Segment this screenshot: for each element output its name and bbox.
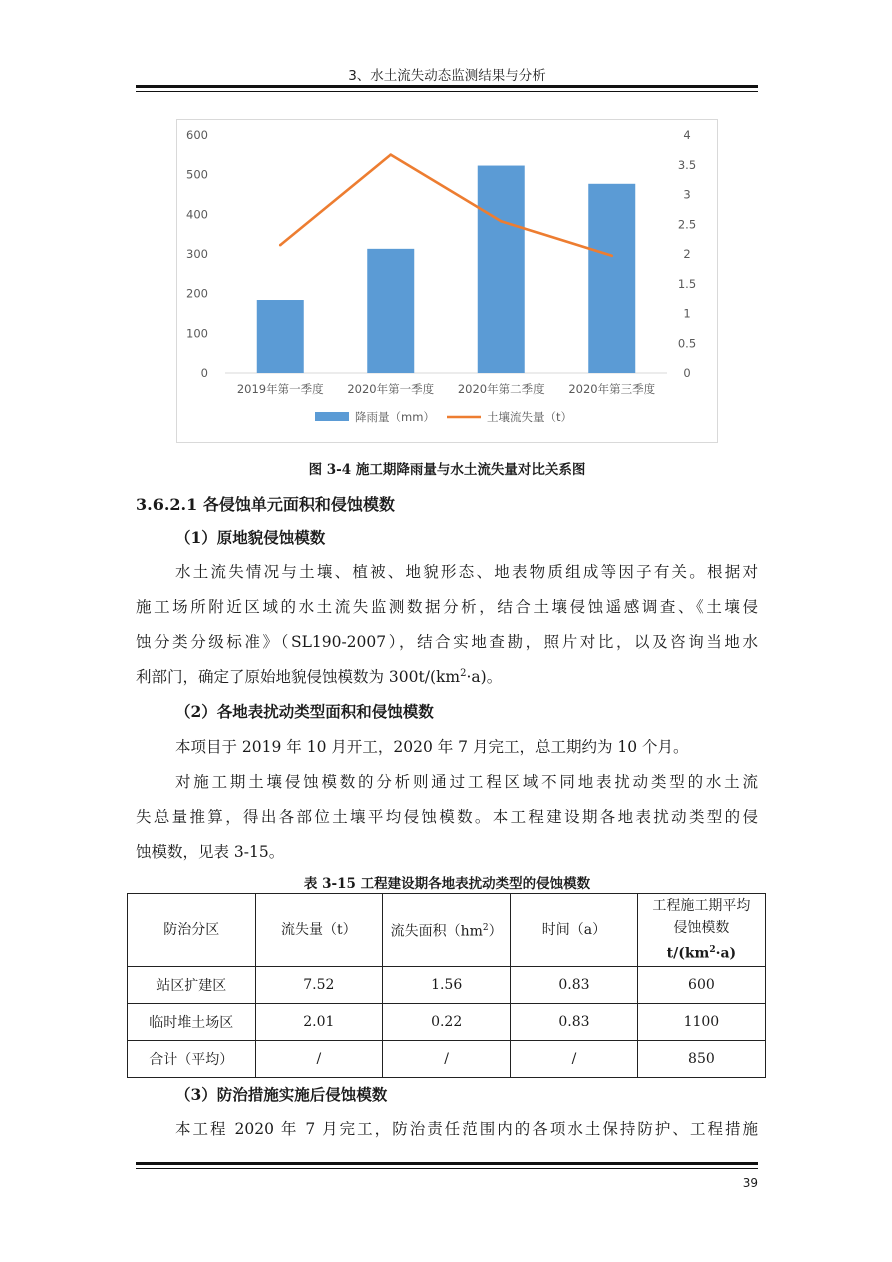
y-right-tick-label: 1 xyxy=(683,306,691,321)
cell-time: 0.83 xyxy=(511,967,638,1004)
y-left-tick-label: 200 xyxy=(186,286,208,301)
bar-rainfall xyxy=(478,166,525,373)
x-tick-label: 2020年第二季度 xyxy=(457,382,545,396)
header-modulus-line1: 工程施工期平均 xyxy=(652,898,751,915)
header-area-text: 流失面积（hm xyxy=(390,923,483,940)
table-row xyxy=(128,967,766,1004)
point-soil-loss xyxy=(389,153,392,156)
cell-modulus: 850 xyxy=(637,1041,765,1078)
header-modulus-unit xyxy=(638,939,765,965)
cell-area: 0.22 xyxy=(383,1004,511,1041)
table-header-row xyxy=(128,894,766,967)
y-right-tick-label: 0 xyxy=(683,366,691,380)
x-tick-label: 2019年第一季度 xyxy=(236,382,324,396)
para1-line4-text: 利部门，确定了原始地貌侵蚀模数为 300t/(km xyxy=(136,668,461,686)
x-tick-label: 2020年第三季度 xyxy=(568,382,656,396)
subsection-title-3: （3）防治措施实施后侵蚀模数 xyxy=(175,1085,388,1104)
superscript: 2 xyxy=(460,667,467,679)
figure-caption: 图 3-4 施工期降雨量与水土流失量对比关系图 xyxy=(308,462,586,478)
y-right-tick-label: 1.5 xyxy=(677,276,697,291)
y-left-tick-label: 300 xyxy=(186,247,208,261)
unit-text: t/(km xyxy=(666,945,710,962)
footer-rule-thick xyxy=(136,1162,758,1165)
header-modulus-line2: 侵蚀模数 xyxy=(673,920,730,937)
cell-area: 1.56 xyxy=(383,967,511,1004)
superscript: 2 xyxy=(709,945,716,956)
header-area-tail: ） xyxy=(488,923,503,940)
header-loss: 流失量（t） xyxy=(255,894,383,967)
superscript: 2 xyxy=(482,923,489,934)
header-area xyxy=(383,894,511,967)
header-zone: 防治分区 xyxy=(128,894,256,967)
y-left-tick-label: 500 xyxy=(186,167,208,182)
cell-modulus: 1100 xyxy=(637,1004,765,1041)
cell-zone: 合计（平均） xyxy=(128,1041,256,1078)
cell-time: / xyxy=(511,1041,638,1078)
cell-zone: 临时堆土场区 xyxy=(128,1004,256,1041)
table-row xyxy=(128,1041,766,1078)
bar-rainfall xyxy=(588,184,635,373)
legend-swatch-rainfall xyxy=(315,412,349,421)
para2: 本项目于 2019 年 10 月开工，2020 年 7 月完工，总工期约为 10 个月。 xyxy=(175,738,689,756)
chart-frame xyxy=(176,119,718,443)
cell-modulus: 600 xyxy=(637,967,765,1004)
unit-tail: ·a) xyxy=(715,945,737,962)
cell-loss: 7.52 xyxy=(255,967,383,1004)
para3-line1: 对施工期土壤侵蚀模数的分析则通过工程区域不同地表扰动类型的水土流 xyxy=(175,773,758,791)
para1-line4-tail: ·a)。 xyxy=(466,668,503,686)
y-left-tick-label: 600 xyxy=(186,128,208,142)
bar-rainfall xyxy=(257,300,304,373)
point-soil-loss xyxy=(610,254,613,257)
header-rule-thick xyxy=(136,85,758,88)
y-left-tick-label: 400 xyxy=(186,207,208,222)
cell-loss: 2.01 xyxy=(255,1004,383,1041)
point-soil-loss xyxy=(279,244,282,247)
y-right-tick-label: 4 xyxy=(683,128,691,142)
table-caption: 表 3-15 工程建设期各地表扰动类型的侵蚀模数 xyxy=(303,876,591,892)
cell-loss: / xyxy=(255,1041,383,1078)
subsection-title-1: （1）原地貌侵蚀模数 xyxy=(175,528,326,547)
header-time: 时间（a） xyxy=(511,894,638,967)
cell-zone: 站区扩建区 xyxy=(128,967,256,1004)
para1-line1: 水土流失情况与土壤、植被、地貌形态、地表物质组成等因子有关。根据对 xyxy=(175,563,758,581)
table-row xyxy=(128,1004,766,1041)
para4: 本工程 2020 年 7 月完工，防治责任范围内的各项水土保持防护、工程措施 xyxy=(175,1120,758,1138)
bar-rainfall xyxy=(367,249,414,373)
y-left-tick-label: 100 xyxy=(186,326,208,341)
section-title: 3.6.2.1 各侵蚀单元面积和侵蚀模数 xyxy=(136,495,395,514)
erosion-modulus-table xyxy=(127,893,766,1078)
para1-line3: 蚀分类分级标准》（SL190-2007），结合实地查勘，照片对比，以及咨询当地水 xyxy=(136,633,758,651)
cell-time: 0.83 xyxy=(511,1004,638,1041)
y-right-tick-label: 3 xyxy=(683,187,691,202)
header-rule-thin xyxy=(136,91,758,92)
y-right-tick-label: 0.5 xyxy=(677,336,697,351)
x-tick-label: 2020年第一季度 xyxy=(347,382,435,396)
header-modulus xyxy=(637,894,765,967)
y-right-tick-label: 2.5 xyxy=(677,217,697,232)
para3-line2: 失总量推算，得出各部位土壤平均侵蚀模数。本工程建设期各地表扰动类型的侵 xyxy=(136,808,758,826)
subsection-title-2: （2）各地表扰动类型面积和侵蚀模数 xyxy=(175,702,434,721)
line-soil-loss xyxy=(280,155,612,256)
running-header: 3、水土流失动态监测结果与分析 xyxy=(348,68,546,84)
rainfall-soil-loss-chart xyxy=(177,120,717,442)
y-right-tick-label: 2 xyxy=(683,247,691,261)
point-soil-loss xyxy=(500,220,503,223)
page-number: 39 xyxy=(742,1176,758,1190)
y-left-tick-label: 0 xyxy=(200,366,208,380)
para1-line4 xyxy=(136,665,502,687)
legend-label-soil-loss: 土壤流失量（t） xyxy=(487,410,573,424)
cell-area: / xyxy=(383,1041,511,1078)
y-right-tick-label: 3.5 xyxy=(677,157,697,172)
para3-line3: 蚀模数，见表 3-15。 xyxy=(136,843,285,861)
legend-label-rainfall: 降雨量（mm） xyxy=(355,410,435,424)
footer-rule-thin xyxy=(136,1168,758,1169)
para1-line2: 施工场所附近区域的水土流失监测数据分析，结合土壤侵蚀遥感调查、《土壤侵 xyxy=(136,598,758,616)
